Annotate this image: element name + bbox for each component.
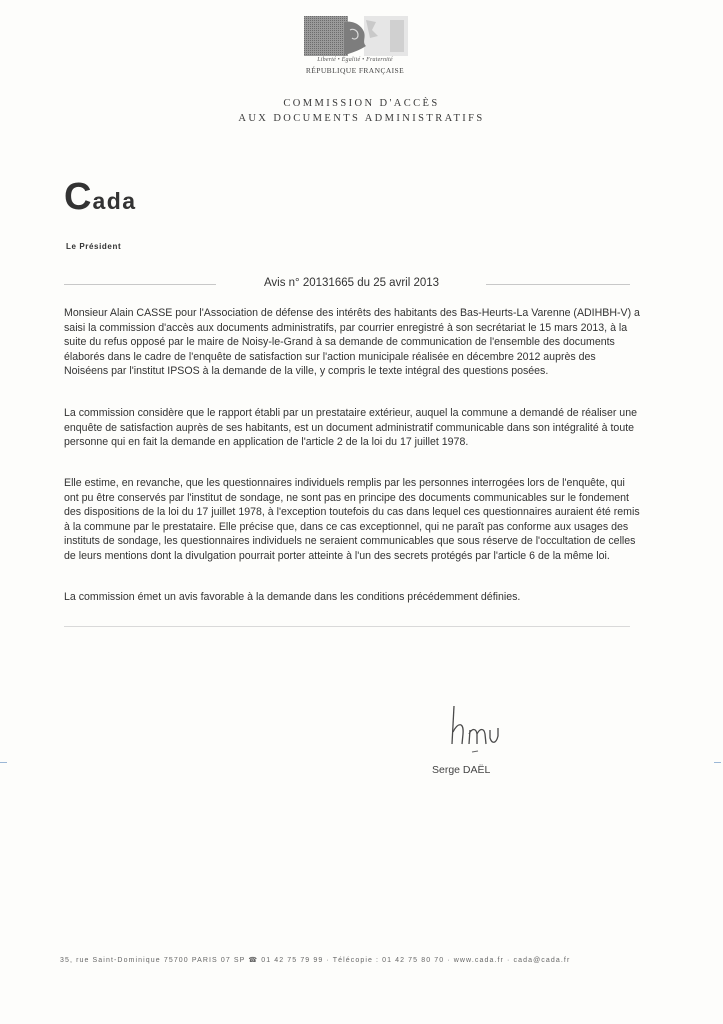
republic-motto: Liberté • Égalité • Fraternité (317, 57, 393, 63)
scan-mark-right (714, 762, 721, 763)
avis-title: Avis n° 20131665 du 25 avril 2013 (263, 277, 440, 289)
paragraph-2: La commission considère que le rapport établi par un prestataire extérieur, auquel la commune a demandé de réaliser une enquête de satisfaction auprès de ses habitants, est un document administratif communicable dans son intégralité à toute personne qui en fait la demande en application de l'article 2 de la loi du 17 juillet 1978. (64, 407, 637, 448)
republic-name: RÉPUBLIQUE FRANÇAISE (305, 66, 405, 75)
paragraph-3: Elle estime, en revanche, que les questionnaires individuels remplis par les personnes interrogées lors de l'enquête, qui ont pu être conservés par l'institut de sondage, ne sont pas en principe des documents communicables sur le fondement des dispositions de la loi du 17 juillet 1978, à l'exception toutefois du cas dans lequel ces questionnaires auraient été remis à la commune par le prestataire. Elle précise que, dans ce cas exceptionnel, qui ne paraît pas conforme aux usages des instituts de sondage, les questionnaires individuels ne seraient communicables que sous réserve de l'occultation de celles de leurs mentions dont la divulgation pourrait porter atteinte à l'un des secrets protégés par l'article 6 de la même loi. (64, 477, 640, 562)
handwritten-signature (448, 700, 518, 761)
divider-right (486, 284, 630, 285)
cada-logo (64, 176, 137, 219)
commission-title (150, 96, 573, 126)
footer-address: 35, rue Saint-Dominique 75700 PARIS 07 SP ☎ 01 42 75 79 99 · Télécopie : 01 42 75 80 70 · www.cada.fr · cada@cada.fr (60, 957, 571, 964)
signer-name: Serge DAËL (432, 764, 491, 776)
commission-title-line-1: COMMISSION D'ACCÈS (283, 98, 440, 109)
scan-mark-left (0, 762, 7, 763)
paragraph-4: La commission émet un avis favorable à la demande dans les conditions précédemment définies. (64, 591, 521, 603)
divider-bottom (64, 626, 630, 627)
divider-left (64, 284, 216, 285)
paragraph-1: Monsieur Alain CASSE pour l'Association de défense des intérêts des habitants des Bas-Heurts-La Varenne (ADIHBH-V) a saisi la commission d'accès aux documents administratifs, par courrier enregistré à son secrétariat le 15 mars 2013, à la suite du refus opposé par le maire de Noisy-le-Grand à sa demande de communication de l'ensemble des documents élaborés dans le cadre de l'enquête de satisfaction sur l'action municipale réalisée en décembre 2012 auprès des Noiséens par l'institut IPSOS à la demande de la ville, y compris le texte intégral des questions posées. (64, 307, 640, 377)
commission-title-line-2: AUX DOCUMENTS ADMINISTRATIFS (238, 113, 485, 124)
cada-logo-rest: ada (92, 188, 137, 214)
marianne-logo (304, 16, 408, 56)
president-label: Le Président (66, 242, 122, 251)
cada-logo-initial: C (64, 176, 92, 218)
